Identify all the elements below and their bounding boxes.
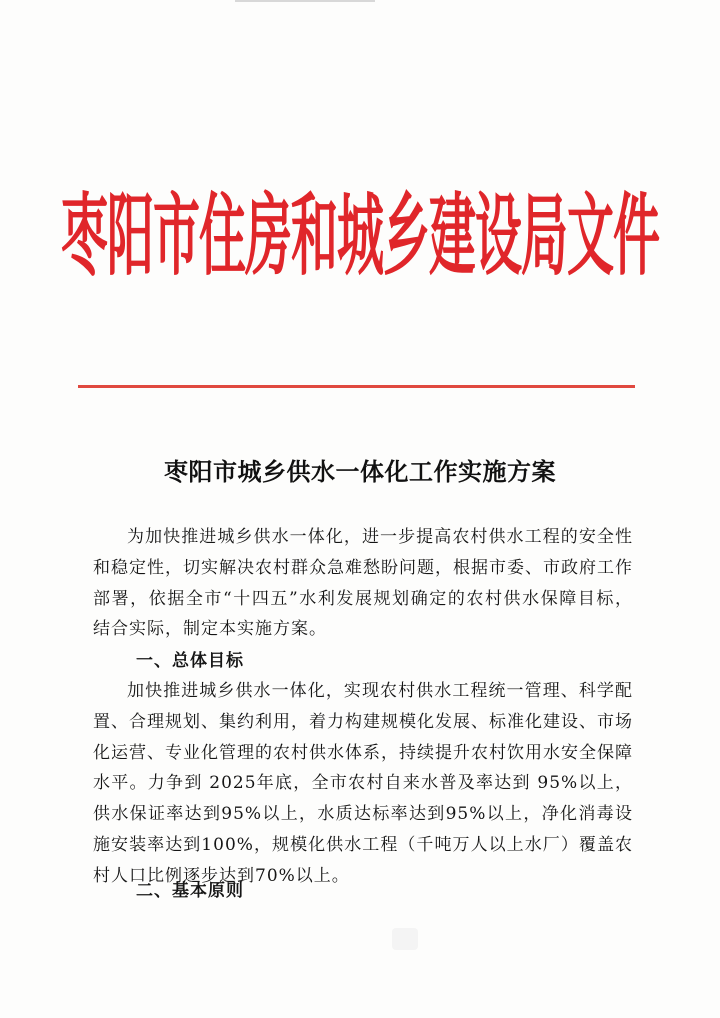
section-heading-overall-goal: 一、总体目标 [136,651,244,671]
red-divider-line [78,385,635,388]
intro-paragraph: 为加快推进城乡供水一体化，进一步提高农村供水工程的安全性和稳定性，切实解决农村群众急难愁盼问题，根据市委、市政府工作部署，依据全市“十四五”水利发展规划确定的农村供水保障目标，结合实际，制定本实施方案。 [93,527,633,640]
section-heading-basic-principles: 二、基本原则 [136,881,244,901]
issuer-header: 枣阳市住房和城乡建设局文件 [61,184,659,290]
document-title: 枣阳市城乡供水一体化工作实施方案 [164,457,556,486]
scan-edge-mark [235,0,375,2]
scan-artifact [392,928,418,950]
goal-paragraph: 加快推进城乡供水一体化，实现农村供水工程统一管理、科学配置、合理规划、集约利用，着力构建规模化发展、标准化建设、市场化运营、专业化管理的农村供水体系，持续提升农村饮用水安全保障水平。力争到 2025年底，全市农村自来水普及率达到 95%以上，供水保证率达到95%以上，水质达标率达到95%以上，净化消毒设施安装率达到100%，规模化供水工程（千吨万人以上水厂）覆盖农村人口比例逐步达到70%以上。 [93,681,633,886]
